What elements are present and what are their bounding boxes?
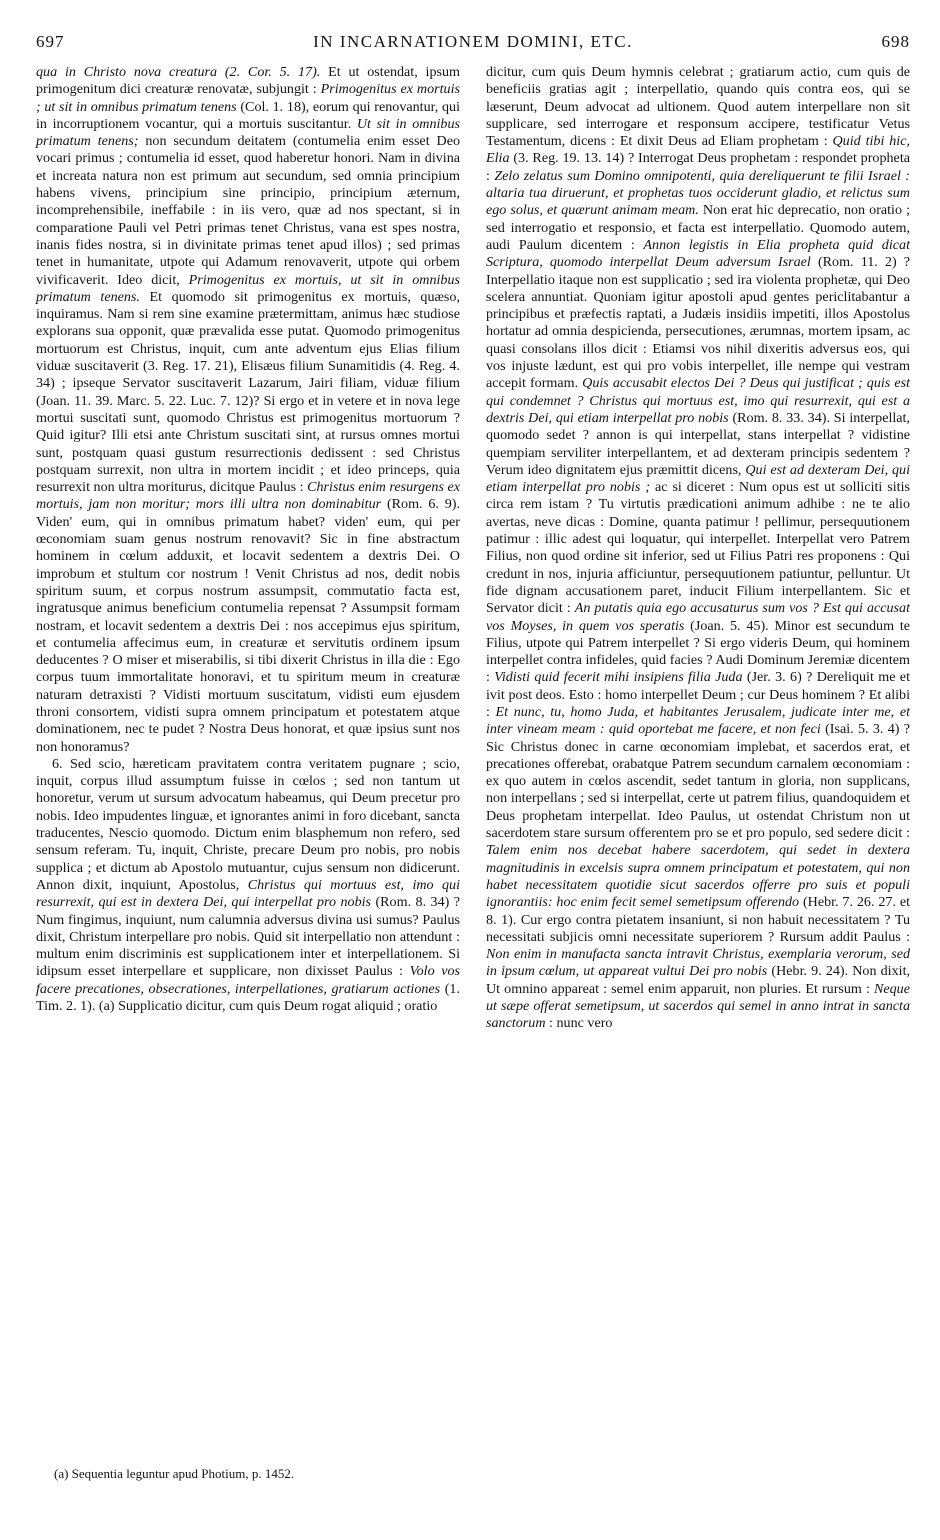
text-run: Non erat hic deprecatio, non oratio ; sed interrogatio et responsio, et facta est interpellatio. Quomodo autem, audi Paulum dicentem : bbox=[486, 202, 910, 253]
text-run: ac si diceret : Num opus est ut solliciti sitis circa rem istam ? Tu virtutis prædicationi animum adhibe : ne te alio avertas, neve dicas : Domine, quanta patimur ! pellimur, persequutionem patimur : illic adest qui loquatur, qui interpellet. Interpellat vero Patrem Filius, non quod ordine sit inferior, sed ut Filius Patri res proponens : Qui credunt in nos, injuria afficiuntur, persequutionem patiuntur, pelluntur. Ut fide dignam accusationem paret, inducit Filium interpellantem. Sic et Servator dicit : bbox=[486, 479, 910, 617]
paragraph bbox=[36, 756, 460, 1015]
italic-run: Et nunc, tu, homo Juda, et habitantes Jerusalem, judicate inter me, et inter vineam meam : quid oportebat me facere, et non feci bbox=[486, 703, 910, 738]
text-run: (Hebr. 7. 26. 27. et 8. 1). Cur ergo contra pietatem insaniunt, si non habuit necessitatem ? Tu necessitati subjicis omni necessitate superiorem ? Rursum addit Paulus : bbox=[486, 894, 910, 945]
italic-run: An putatis quia ego accusaturus sum vos ? Est qui accusat vos Moyses, in quem vos speratis bbox=[486, 600, 911, 634]
left-column bbox=[36, 64, 460, 1015]
footnote: (a) Sequentia leguntur apud Photium, p. 1452. bbox=[54, 1466, 295, 1481]
page-number-left: 697 bbox=[36, 32, 65, 51]
text-run: (Jer. 3. 6) ? Dereliquit me et ivit post deos. Esto : homo interpellet Deum ; cur Deus hominem ? Et alibi : bbox=[486, 669, 910, 720]
paragraph bbox=[36, 64, 460, 756]
text-run: (Col. 1. 18), eorum qui renovantur, qui in incorruptionem vocantur, qui a mortuis suscitantur. bbox=[36, 98, 460, 132]
text-run: dicitur, cum quis Deum hymnis celebrat ; gratiarum actio, cum quis de beneficiis gratias agit ; interpellatio, quando quis contra eos, qui se læserunt, Deum advocat ad ultionem. Quod autem interpellare non sit supplicare, sed interrogare et responsum accipere, testificatur Vetus Testamentum, dicens : Et dixit Deus ad Eliam prophetam : bbox=[486, 64, 910, 150]
text-run: Et ut ostendat, ipsum primogenitum dici creaturæ renovatæ, subjungit : bbox=[36, 64, 460, 98]
italic-run: Volo vos facere precationes, obsecrationes, interpellationes, gratiarum actiones bbox=[36, 963, 460, 997]
italic-run: Primogenitus ex mortuis, ut sit in omnibus primatum tenens. bbox=[36, 271, 460, 305]
italic-run: Vidisti quid fecerit mihi insipiens filia Juda bbox=[494, 669, 743, 686]
text-run: (Isai. 5. 3. 4) ? Sic Christus donec in carne œconomiam implebat, et sacerdos erat, et precationes offerebat, orabatque Patrem secundum carnalem œconomiam : ex quo autem in cœlos ascendit, sedet tantum in gloria, non supplicans, non interpellans ; sed si interpellat, certe ut patrem filius, quandoquidem et Deus prophetam interpellat. Ideo Paulus, ut ostendat Christum non ut sacerdotem stare sursum offerentem pro se et pro populo, sed sedere dicit : bbox=[486, 721, 910, 842]
text-run: (Hebr. 9. 24). Non dixit, Ut omnino appareat : semel enim apparuit, non pluries. Et rursum : bbox=[486, 963, 911, 997]
italic-run: Primogenitus ex mortuis ; ut sit in omnibus primatum tenens bbox=[36, 81, 461, 115]
text-run: non secundum deitatem (contumelia enim esset Deo vocari primus ; contumelia id esset, quod haberetur honori. Nam in divina et increata natura non est primum aut secundum, sed omnia principium habens vivens, principium sine principio, principium æternum, incomprehensibile, ineffabile : in iis vero, quæ ad nos spectant, si in comparatione Pauli vel Petri primas tenet Christus, vana est spes nostra, inanis fides nostra, si in divinitate primas tenet apud illos) ; sed primas tenet in humanitate, utpote qui Adamum renovaverit, utpote qui orbem vivificaverit. Ideo dicit, bbox=[36, 133, 460, 288]
text-run: (Rom. 8. 34) ? Num fingimus, inquiunt, num calumnia adversus divina usi sumus? Paulus dixit, Christum interpellare pro nobis. Quid sit interpellatio non attendunt : multum enim discriminis est supplicationem inter et interpellationem. Si idipsum esset interpellare et supplicare, non dixisset Paulus : bbox=[36, 894, 460, 980]
italic-run: Christus qui mortuus est, imo qui resurrexit, qui est in dextera Dei, qui interpellat pro nobis bbox=[36, 876, 460, 911]
italic-run: Quis accusabit electos Dei ? Deus qui justificat ; quis est qui condemnet ? Christus qui mortuus est, imo qui resurrexit, qui est a dextris Dei, qui etiam interpellat pro nobis bbox=[486, 375, 911, 426]
italic-run: Annon legistis in Elia propheta quid dicat Scriptura, quomodo interpellat Deum adversum Israel bbox=[486, 236, 910, 271]
text-run: (Rom. 6. 9). Viden' eum, qui in omnibus primatum habet? viden' eum, qui per œconomiam suam genus nostrum renovavit? Sic in fine abstractum hominem in cœlum adduxit, et locavit sedentem a dextris Dei. O improbum et stultum cor nostrum ! Venit Christus ad nos, dedit nobis spiritum suum, et corpus nostrum assumpsit, commutatio facta est, ingratusque animus beneficium contumelia repensat ? Assumpsit formam nostram, et locavit sedentem a dextris Dei : nos accepimus ejus spiritum, et contumelia affecimus eum, in creaturæ et servitutis ordinem ipsum deducentes ? O miser et miserabilis, si tibi dixerit Christus in illa die : Ego corpus tuum immortalitate honoravi, et tu spiritum meum in creaturæ naturam detraxisti ? Vidisti mortuum suscitatum, vidisti eum ejusdem throni consortem, vidisti supra omnem principatum et potestatem atque dominationem, nec te pudet ? Nostra Deus honorat, et quæ ipsius sunt nos non honoramus? bbox=[36, 496, 460, 755]
italic-run: Talem enim nos decebat habere sacerdotem, qui sedet in dextera magnitudinis in excelsis supra omnem principatum et potestatem, qui non habet necessitatem quotidie sicut sacerdos offerre pro suis et populi ignorantiis: hoc enim fecit semel semetipsum offerendo bbox=[486, 842, 910, 911]
page-number-right: 698 bbox=[881, 32, 910, 51]
italic-run: Quid tibi hic, Elia bbox=[486, 133, 910, 167]
italic-run: qua in Christo nova creatura (2. Cor. 5. 17). bbox=[36, 64, 321, 80]
italic-run: Ut sit in omnibus primatum tenens; bbox=[36, 115, 460, 150]
italic-run: Zelo zelatus sum Domino omnipotenti, quia dereliquerunt te filii Israel : altaria tua diruerunt, et prophetas tuos occiderunt gladio, et relictus sum ego solus, et quærunt animam meam. bbox=[486, 167, 910, 219]
paragraph bbox=[486, 64, 910, 1033]
text-run: : nunc vero bbox=[545, 1015, 613, 1032]
italic-run: Neque ut sæpe offerat semetipsum, ut sacerdos qui semel in anno intrat in sancta sanctorum bbox=[486, 980, 910, 1032]
page-header bbox=[36, 32, 910, 60]
text-run: (Rom. 8. 33. 34). Si interpellat, quomodo sedet ? annon is qui interpellat, stans interpellat ? vidistine quempiam serviliter interpellantem, et ad dexteram principis sedentem ? Verum ideo dignitatem ejus præmittit dicens, bbox=[486, 409, 910, 478]
italic-run: Christus enim resurgens ex mortuis, jam non moritur; mors illi ultra non dominabitur bbox=[36, 479, 460, 513]
italic-run: Non enim in manufacta sancta intravit Christus, exemplaria verorum, sed in ipsum cœlum, ut appareat vultui Dei pro nobis bbox=[486, 946, 910, 980]
right-column bbox=[486, 64, 910, 1033]
italic-run: Qui est ad dexteram Dei, qui etiam interpellat pro nobis ; bbox=[486, 461, 910, 496]
text-run: 6. Sed scio, hæreticam pravitatem contra veritatem pugnare ; scio, inquit, corpus illud assumptum fuisse in cœlos ; sed non tantum ut honoretur, verum ut sursum advocatum habeamus, qui Deum precetur pro nobis. Ideo impudentes linguæ, et ignorantes animi in foro dicebant, sancta traducentes, Nescio quomodo. Dictum enim blasphemum non refero, sed sensum referam. Tu, inquit, Christe, precare Deum pro nobis, pro nobis supplica ; et dictum ab Apostolo mutuantur, cujus sensum non didicerunt. Annon dixit, inquiunt, Apostolus, bbox=[36, 755, 460, 893]
running-title: IN INCARNATIONEM DOMINI, ETC. bbox=[313, 32, 633, 51]
text-run: (3. Reg. 19. 13. 14) ? Interrogat Deus prophetam : respondet propheta : bbox=[486, 150, 910, 184]
text-run: (Joan. 5. 45). Minor est secundum te Filius, utpote qui Patrem interpellet ? Si ergo videris Deum, qui hominem interpellet contra infideles, quid facies ? Audi Dominum Jeremiæ dicentem : bbox=[486, 617, 910, 686]
text-run: (1. Tim. 2. 1). (a) Supplicatio dicitur, cum quis Deum rogat aliquid ; oratio bbox=[36, 980, 460, 1015]
text-run: Et quomodo sit primogenitus ex mortuis, quæso, inquiramus. Nam si rem sine examine prætermittam, animus hæc studiose explorans sua opponit, quæ prævalida esse putat. Quomodo primogenitus mortuorum est Christus, inquit, cum ante adventum ejus Elias filium viduæ suscitaverit (3. Reg. 17. 21), Elisæus filium Sunamitidis (4. Reg. 4. 34) ; ipseque Servator suscitaverit Lazarum, Jairi filiam, viduæ filium (Joan. 11. 39. Marc. 5. 22. Luc. 7. 12)? Si ergo et in vetere et in nova lege mortui suscitati sunt, quomodo Christus est primogenitus mortuorum ? Quid igitur? Illi etsi ante Christum suscitati sint, at rursus omnes mortui sunt, postquam quasi gustum resurrectionis dedissent : sed Christus postquam surrexit, non ultra in mortem incidit ; et ideo princeps, quia resurrexit non ultra moriturus, dicitque Paulus : bbox=[36, 288, 460, 496]
text-run: (Rom. 11. 2) ? Interpellatio itaque non est supplicatio ; sed ira violenta prophetæ, qui Deo scelera annuntiat. Quoniam igitur apostoli apud gentes periclitabantur a principibus et præfectis raptati, a Judæis insidiis impetiti, illos Apostolus hortatur ad omnia despicienda, persecutiones, ærumnas, mortem ipsam, ac quasi consolans illos dicit : Etiamsi vos nihil dixeritis adversus eos, qui vos injuste lædunt, est qui pro vobis interpellet, ille nempe qui vestram accepit formam. bbox=[486, 254, 911, 392]
